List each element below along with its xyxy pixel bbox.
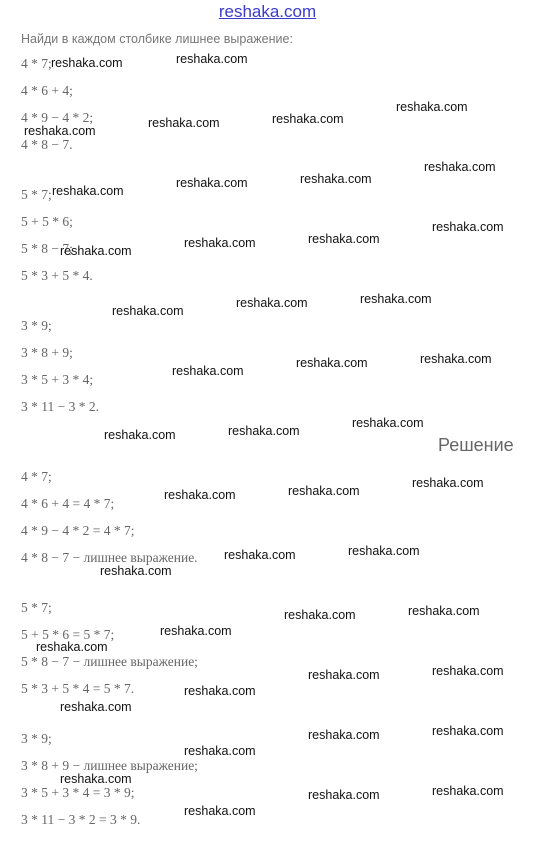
watermark: reshaka.com	[308, 668, 380, 682]
watermark: reshaka.com	[172, 364, 244, 378]
watermark: reshaka.com	[184, 804, 256, 818]
watermark: reshaka.com	[184, 236, 256, 250]
watermark: reshaka.com	[224, 548, 296, 562]
watermark: reshaka.com	[432, 220, 504, 234]
watermark: reshaka.com	[284, 608, 356, 622]
watermark: reshaka.com	[308, 788, 380, 802]
watermark: reshaka.com	[360, 292, 432, 306]
problem-expression: 4 * 7;	[21, 56, 52, 71]
watermark: reshaka.com	[60, 700, 132, 714]
watermark: reshaka.com	[288, 484, 360, 498]
watermark: reshaka.com	[176, 176, 248, 190]
solution-expression: 3 * 11 − 3 * 2 = 3 * 9.	[21, 812, 141, 827]
watermark: reshaka.com	[408, 604, 480, 618]
watermark: reshaka.com	[184, 744, 256, 758]
problem-expression: 5 * 7;	[21, 187, 52, 202]
watermark: reshaka.com	[420, 352, 492, 366]
watermark: reshaka.com	[228, 424, 300, 438]
watermark: reshaka.com	[104, 428, 176, 442]
watermark: reshaka.com	[52, 184, 124, 198]
problem-expression: 4 * 9 − 4 * 2;	[21, 110, 94, 125]
watermark: reshaka.com	[236, 296, 308, 310]
solution-expression: 4 * 9 − 4 * 2 = 4 * 7;	[21, 523, 135, 538]
watermark: reshaka.com	[300, 172, 372, 186]
watermark: reshaka.com	[148, 116, 220, 130]
watermark: reshaka.com	[112, 304, 184, 318]
watermark: reshaka.com	[272, 112, 344, 126]
watermark: reshaka.com	[100, 564, 172, 578]
watermark: reshaka.com	[308, 728, 380, 742]
problem-expression: 5 * 8 − 7;	[21, 241, 73, 256]
watermark: reshaka.com	[184, 684, 256, 698]
solution-expression: 5 * 3 + 5 * 4 = 5 * 7.	[21, 681, 135, 696]
problem-expression: 3 * 9;	[21, 318, 52, 333]
watermark: reshaka.com	[60, 244, 132, 258]
task-statement: Найди в каждом столбике лишнее выражение:	[21, 32, 293, 46]
solution-heading: Решение	[438, 435, 514, 455]
site-link[interactable]: reshaka.com	[218, 2, 317, 21]
watermark: reshaka.com	[296, 356, 368, 370]
watermark: reshaka.com	[160, 624, 232, 638]
problem-expression: 4 * 6 + 4;	[21, 83, 73, 98]
watermark: reshaka.com	[36, 640, 108, 654]
solution-expression: 5 * 8 − 7 − лишнее выражение;	[21, 654, 198, 669]
solution-expression: 3 * 8 + 9 − лишнее выражение;	[21, 758, 198, 773]
problem-expression: 3 * 5 + 3 * 4;	[21, 372, 94, 387]
watermark: reshaka.com	[432, 784, 504, 798]
watermark: reshaka.com	[412, 476, 484, 490]
watermark: reshaka.com	[164, 488, 236, 502]
watermark: reshaka.com	[348, 544, 420, 558]
watermark: reshaka.com	[176, 52, 248, 66]
watermark: reshaka.com	[432, 724, 504, 738]
solution-expression: 3 * 5 + 3 * 4 = 3 * 9;	[21, 785, 135, 800]
solution-expression: 4 * 6 + 4 = 4 * 7;	[21, 496, 115, 511]
watermark: reshaka.com	[24, 124, 96, 138]
problem-expression: 3 * 11 − 3 * 2.	[21, 399, 99, 414]
watermark: reshaka.com	[308, 232, 380, 246]
problem-expression: 5 * 3 + 5 * 4.	[21, 268, 93, 283]
solution-expression: 5 + 5 * 6 = 5 * 7;	[21, 627, 115, 642]
problem-expression: 3 * 8 + 9;	[21, 345, 73, 360]
solution-expression: 4 * 8 − 7 − лишнее выражение.	[21, 550, 198, 565]
watermark: reshaka.com	[352, 416, 424, 430]
watermark: reshaka.com	[432, 664, 504, 678]
watermark: reshaka.com	[51, 56, 123, 70]
watermark: reshaka.com	[60, 772, 132, 786]
solution-expression: 3 * 9;	[21, 731, 52, 746]
problem-expression: 4 * 8 − 7.	[21, 137, 73, 152]
solution-expression: 5 * 7;	[21, 600, 52, 615]
solution-expression: 4 * 7;	[21, 469, 52, 484]
watermark: reshaka.com	[424, 160, 496, 174]
watermark: reshaka.com	[396, 100, 468, 114]
problem-expression: 5 + 5 * 6;	[21, 214, 73, 229]
